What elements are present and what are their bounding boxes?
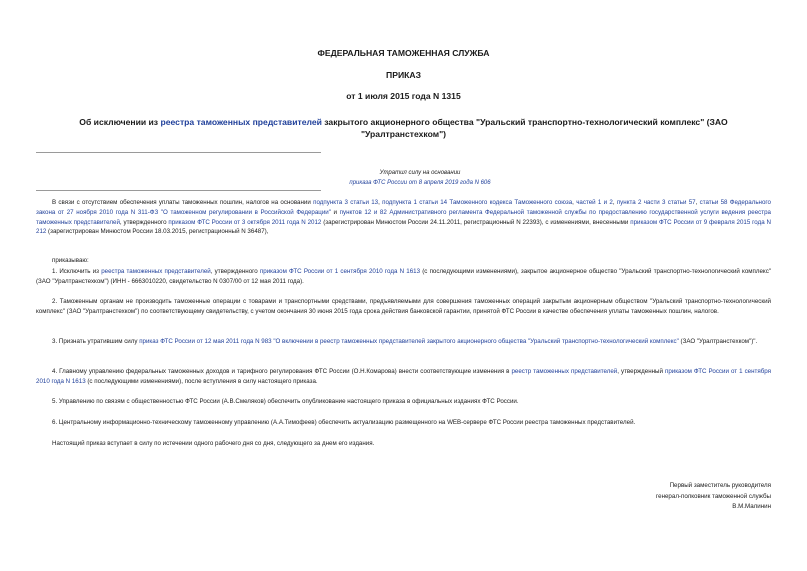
text: , bbox=[695, 199, 700, 206]
document-type: ПРИКАЗ bbox=[386, 70, 421, 80]
divider bbox=[36, 152, 321, 153]
text: , bbox=[378, 199, 383, 206]
signer-rank: генерал-полковник таможенной службы bbox=[656, 492, 771, 500]
text: и bbox=[330, 208, 340, 216]
law-link[interactable]: пункта 2 части 3 статьи 57 bbox=[616, 199, 696, 206]
title-text: закрытого акционерного общества "Уральский транспортно-технологический комплекс" (ЗАО "Уралтранстехком") bbox=[321, 117, 728, 139]
law-link[interactable]: пунктов 12 и 82 Административного регламента Федеральной таможенной службы по предоставлению государственной услуги ведения реестра таможенных представителей bbox=[36, 208, 771, 226]
text: , bbox=[612, 199, 617, 206]
lost-force-note bbox=[300, 168, 540, 188]
registry-link[interactable]: реестра таможенных представителей bbox=[160, 117, 322, 127]
preamble-paragraph bbox=[36, 198, 771, 237]
signer-name: В.М.Малинин bbox=[732, 503, 771, 510]
divider bbox=[36, 190, 321, 191]
text: 1. Исключить из bbox=[52, 268, 102, 275]
text: (с последующими изменениями), после вступления в силу настоящего приказа. bbox=[85, 377, 318, 385]
order-link[interactable]: приказ ФТС России от 12 мая 2011 года N 983 "О включении в реестр таможенных представителей закрытого акционерного общества "Уральский транспортно-технологический комплекс" bbox=[139, 338, 679, 345]
text: (с последующими изменениями), закрытое акционерное общество "Уральский транспортно-технологический комплекс" (ЗАО "Уралтранстехком") (ИНН - 6663010220, свидетельство N 0307/00 от 12 мая 2011 года). bbox=[36, 268, 771, 285]
clause-6: 6. Центральному информационно-техническому таможенному управлению (А.А.Тимофеев) обеспечить актуализацию размещенного на WEB-сервере ФТС России реестра таможенных представителей. bbox=[52, 419, 636, 426]
text: (зарегистрирован Минюстом России 18.03.2015, регистрационный N 36487), bbox=[46, 228, 269, 236]
agency-heading: ФЕДЕРАЛЬНАЯ ТАМОЖЕННАЯ СЛУЖБА bbox=[317, 48, 490, 58]
signer-position: Первый заместитель руководителя bbox=[669, 482, 771, 489]
registry-link[interactable]: реестр таможенных представителей bbox=[511, 368, 618, 375]
clause-4 bbox=[36, 367, 771, 387]
lost-force-text: Утратил силу на основании bbox=[379, 170, 461, 176]
text: , утвержденного bbox=[119, 218, 169, 226]
text: (зарегистрирован Минюстом России 24.11.2011, регистрационный N 22393), с изменениями, внесенными bbox=[321, 218, 631, 226]
law-link[interactable]: приказом ФТС России от 3 октября 2011 года N 2012 bbox=[168, 218, 322, 226]
text: , bbox=[572, 199, 577, 206]
text: , утвержденный bbox=[617, 368, 665, 375]
document-date-number: от 1 июля 2015 года N 1315 bbox=[346, 91, 461, 101]
law-link[interactable]: приказом ФТС России от 9 февраля 2015 года N 212 bbox=[36, 218, 771, 236]
signature-block bbox=[551, 481, 771, 513]
lost-force-link[interactable]: приказа ФТС России от 8 апреля 2019 года N 606 bbox=[349, 180, 491, 186]
law-link[interactable]: статьи 58 Федерального закона от 27 ноября 2010 года N 311-ФЗ "О таможенном регулировании в Российской Федерации" bbox=[36, 199, 771, 216]
text: (ЗАО "Уралтранстехком")". bbox=[678, 338, 758, 345]
text: , утвержденного bbox=[210, 268, 260, 275]
registry-link[interactable]: реестра таможенных представителей bbox=[101, 268, 211, 275]
text: 4. Главному управлению федеральных таможенных доходов и тарифного регулирования ФТС России (О.Н.Комарова) внести соответствующие изменения в bbox=[52, 368, 512, 375]
title-text: Об исключении из bbox=[79, 117, 161, 127]
document-title bbox=[60, 116, 747, 140]
clause-2: 2. Таможенным органам не производить таможенные операции с товарами и транспортными средствами, предъявляемыми для совершения таможенных операций закрытым акционерным обществом "Уральский транспортно-технологический комплекс" (ЗАО "Уралтранстехком") по соответствующему свидетельству, с учетом окончания 30 июня 2015 года срока действия банковской гарантии, принятой ФТС России в качестве обеспечения уплаты таможенных пошлин, налогов. bbox=[36, 298, 771, 315]
text: В связи с отсутствием обеспечения уплаты таможенных пошлин, налогов на основании bbox=[52, 199, 314, 206]
text: 3. Признать утратившим силу bbox=[52, 338, 140, 345]
clause-3 bbox=[36, 337, 771, 347]
order-word: приказываю: bbox=[52, 257, 89, 264]
law-link[interactable]: частей 1 и 2 bbox=[576, 199, 613, 206]
law-link[interactable]: подпункта 1 статьи 14 Таможенного кодекса Таможенного союза bbox=[382, 199, 573, 206]
order-link[interactable]: приказом ФТС России от 1 сентября 2010 года N 1613 bbox=[36, 368, 771, 385]
law-link[interactable]: подпункта 3 статьи 13 bbox=[313, 199, 379, 206]
effective-clause: Настоящий приказ вступает в силу по истечении одного рабочего дня со дня, следующего за днем его издания. bbox=[52, 440, 375, 447]
order-link[interactable]: приказом ФТС России от 1 сентября 2010 года N 1613 bbox=[259, 268, 421, 275]
clause-5: 5. Управлению по связям с общественностью ФТС России (А.В.Смеляков) обеспечить опубликование настоящего приказа в официальных изданиях ФТС России. bbox=[52, 398, 519, 405]
clause-1 bbox=[36, 267, 771, 287]
